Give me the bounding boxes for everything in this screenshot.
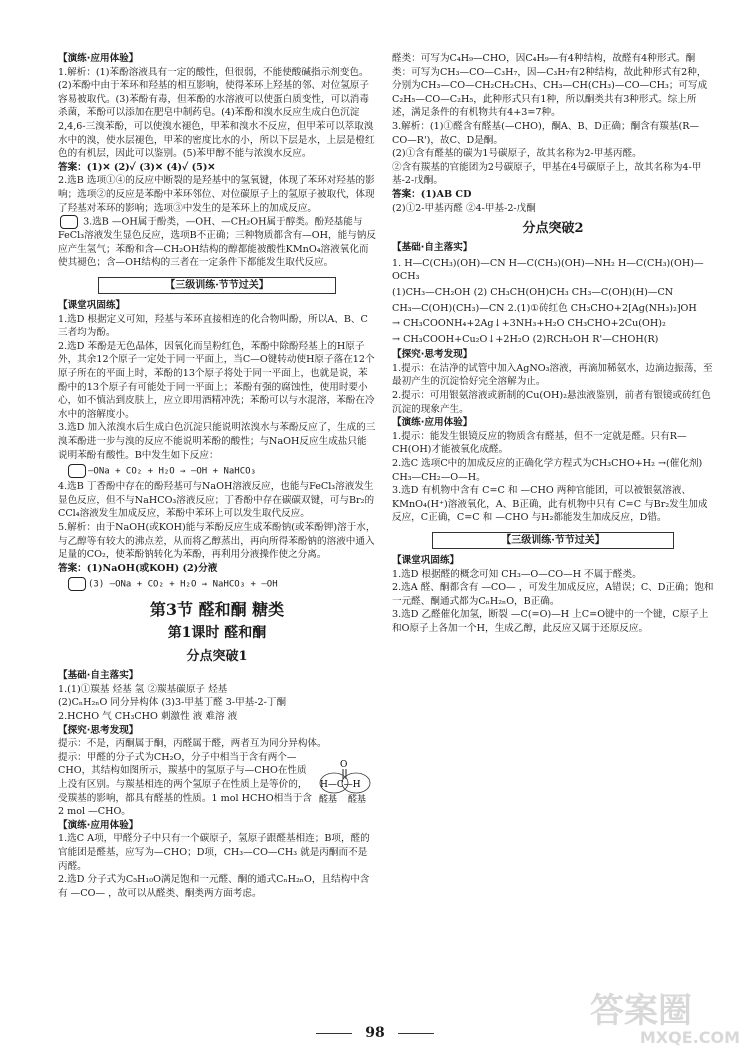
reaction-equation: —ONa + CO₂ + H₂O → —OH + NaHCO₃: [66, 464, 376, 478]
section-tag: 【基础·自主落实】: [58, 670, 139, 682]
section-heading: 分点突破2: [522, 221, 584, 237]
section-tag: 【探究·思考发现】: [392, 349, 473, 361]
answer-line: (2)①2-甲基丙醛 ②4-甲基-2-戊酮: [392, 202, 536, 214]
watermark-logo: [590, 993, 740, 1051]
answer-paragraph: 2.选D 苯酚是无色晶体，因氧化而呈粉红色，苯酚中除酚羟基上的H原子外，其余12个原子一定处于同一平面上，当C—O键转动使H原子落在12个原子所在的平面上时，苯酚的13个原子将处于同一平面上，也就是说，苯酚中的13个原子有可能处于同一平面上；苯酚有强的腐蚀性，使用时要小心，如不慎沾到皮肤上，应立即用酒精冲洗；苯酚可以与水混溶，苯酚在冷水中的溶解度小。: [58, 340, 375, 420]
page-number-dash: [316, 1033, 352, 1034]
answer-paragraph: 3.解析：(1)①醛含有醛基(—CHO)，酮A、B、D正确；酮含有羰基(R—CO—R')，故C、D是酮。: [392, 120, 700, 146]
answer-line: 1.(1)①羰基 烃基 氢 ②羰基碳原子 烃基: [58, 683, 228, 695]
answer-line: → CH₃COONH₄+2Ag↓+3NH₃+H₂O CH₃CHO+2Cu(OH)₂: [392, 318, 666, 330]
page-number-value: 98: [365, 1025, 385, 1041]
page-number-dash: [398, 1033, 434, 1034]
benzene-ring-icon: [68, 464, 86, 478]
answer-line: (2)CₙH₂ₙO 同分异构体 (3)3-甲基丁醛 3-甲基-2-丁酮: [58, 697, 287, 709]
section-box-title: 【三级训练·节节过关】: [432, 532, 674, 549]
answer-paragraph: 5.解析：由于NaOH(或KOH)能与苯酚反应生成苯酚钠(或苯酚钾)溶于水，与乙醇等有较大的沸点差，从而将乙醇蒸出，再向所得苯酚钠的溶液中通入足量的CO₂，使苯酚钠转化为苯酚，再利用分液操作使之分离。: [58, 521, 376, 561]
answer-paragraph: 1.提示：能发生银镜反应的物质含有醛基，但不一定就是醛。只有R—CH(OH)才能被氧化成醛。: [392, 430, 687, 456]
figure-label: 醛基: [319, 794, 338, 805]
answer-paragraph: 1.解析：(1)苯酚溶液具有一定的酸性，但很弱，不能使酸碱指示剂变色。(2)苯酚中由于苯环和羟基的相互影响，使得苯环上羟基的邻、对位氢原子容易被取代。(3)苯酚有毒，但苯酚的水溶液可以使蛋白质变性，可以消毒杀菌，苯酚可以添加在肥皂中制药皂。(4)苯酚和溴水反应生成白色沉淀2,4,6-三溴苯酚，可以使溴水褪色，甲苯和溴水不反应，但甲苯可以萃取溴水中的溴，使水层褪色，甲苯的密度比水的小，所以下层是水，上层是橙红色的有机层，因此可以鉴别。(5)苯甲醇不能与浓溴水反应。: [58, 66, 375, 160]
answer-paragraph: 3.选D 加入浓溴水后生成白色沉淀只能说明浓溴水与苯酚反应了，生成的三溴苯酚进一步与溴的反应不能说明苯酚的酸性；与NaOH反应生成盐只能说明苯酚有酸性。B中发生如下反应：: [58, 422, 376, 461]
answer-line: (1)CH₃—CH₂OH (2) CH₃CH(OH)CH₃ CH₃—C(OH)(H)—CN: [392, 286, 674, 298]
section-tag: 【演练·应用体验】: [58, 819, 139, 831]
watermark-text: 答案圈: [590, 991, 692, 1031]
answer-paragraph: 2.选B 选项①④的反应中断裂的是羟基中的氢氧键，体现了苯环对羟基的影响；选项②的反应是苯酚中苯环邻位、对位碳原子上的氢原子被取代，体现了羟基对苯环的影响；选项③中发生的是苯环上的加成反应。: [58, 175, 375, 214]
answer-line: 答案：(1)NaOH(或KOH) (2)分液: [58, 562, 218, 574]
benzene-ring-icon: [68, 577, 86, 591]
answer-paragraph: 2.选D 分子式为C₅H₁₀O满足饱和一元醛、酮的通式CₙH₂ₙO，且结构中含有 —CO— ，故可以从醛类、酮类两方面考虑。: [58, 874, 370, 899]
answer-paragraph: 1.选C A项，甲醛分子中只有一个碳原子，氢原子跟醛基相连；B项，醛的官能团是醛基，应写为—CHO；D项，CH₃—CO—CH₃ 就是丙酮而不是丙醛。: [58, 833, 370, 872]
answer-paragraph: 提示：不是，丙酮属于酮，丙醛属于醛，两者互为同分异构体。: [58, 738, 327, 750]
svg-text:H—C—H: H—C—H: [320, 779, 361, 790]
answer-line: (2)①含有醛基的碳为1号碳原子，故其名称为2-甲基丙醛。: [392, 148, 642, 160]
section-tag: 【演练·应用体验】: [58, 53, 139, 64]
reaction-equation: (3) —ONa + CO₂ + H₂O → NaHCO₃ + —OH: [66, 577, 376, 591]
answer-paragraph: 4.选B 丁香酚中存在的酚羟基可与NaOH溶液反应，也能与FeCl₃溶液发生显色反应，但不与NaHCO₃溶液反应；丁香酚中存在碳碳双键，可与Br₂的CCl₄溶液发生加成反应，苯酚中苯环上可以发生取代反应。: [58, 481, 375, 520]
section-tag: 【课堂巩固练】: [392, 555, 460, 566]
answer-line: ②含有羰基的官能团为2号碳原子，甲基在4号碳原子上，故其名称为4-甲基-2-戊酮。: [392, 161, 702, 187]
answer-paragraph: 2.选A 醛、酮都含有 —CO— ，可发生加成反应，A错误；C、D正确；饱和一元醛、酮通式都为CₙH₂ₙO，B正确。: [392, 582, 714, 607]
watermark-url: MXQE.COM: [639, 1028, 740, 1047]
section-tag: 【探究·思考发现】: [58, 724, 139, 736]
answer-line: → CH₃COOH+Cu₂O↓+2H₂O (2)RCH₂OH R'—CHOH(R): [392, 333, 659, 345]
answer-paragraph: 1.选D 根据定义可知，羟基与苯环直接相连的化合物叫酚，所以A、B、C三者均为酚。: [58, 313, 368, 339]
formaldehyde-block: [58, 751, 376, 819]
figure-label: 醛基: [348, 794, 367, 805]
chapter-title: 第3节 醛和酮 糖类: [149, 600, 285, 620]
section-tag: 【演练·应用体验】: [392, 417, 473, 429]
answer-line: 2.HCHO 气 CH₃CHO 刺激性 液 难溶 液: [58, 711, 238, 723]
answer-paragraph: 3.选D 有机物中含有 C=C 和 —CHO 两种官能团，可以被银氨溶液、KMnO₄(H⁺)溶液氧化，A、B正确，此有机物中只有 C=C 与Br₂发生加成反应，C正确，C=C 和 —CHO 与H₂都能发生加成反应，D错。: [392, 485, 708, 524]
answer-paragraph: 2.选C 选项C中的加成反应的正确化学方程式为CH₃CHO+H₂ →(催化剂) CH₃—CH₂—O—H。: [392, 458, 703, 483]
section-heading: 分点突破1: [186, 649, 248, 665]
section-tag: 【基础·自主落实】: [392, 242, 473, 254]
benzene-ring-icon: [60, 215, 78, 229]
answer-paragraph: 1.提示：在洁净的试管中加入AgNO₃溶液，再滴加稀氨水，边滴边振荡，至最初产生的沉淀恰好完全溶解为止。: [392, 362, 713, 388]
svg-text:O: O: [340, 759, 348, 770]
answer-paragraph: 醛类：可写为C₄H₉—CHO，因C₄H₉—有4种结构，故醛有4种形式。酮类：可写为CH₃—CO—C₃H₇，因—C₃H₇有2种结构，故此种形式有2种，分别为CH₃—CO—CH₂CH₂CH₃、CH₃—CH(CH₃)—CO—CH₃；可写成C₂H₅—CO—C₂H₅，此种形式只有1种，所以酮类共有3种形式。综上所述，满足条件的有机物共有4+3=7种。: [392, 53, 708, 119]
lesson-title: 第1课时 醛和酮: [167, 625, 267, 642]
left-column: [58, 52, 376, 900]
answer-paragraph: 提示：甲醛的分子式为CH₂O，分子中相当于含有两个—CHO，其结构如图所示，羰基中的氢原子与—CHO在性质上没有区别。与羰基相连的两个氢原子在性质上是等价的，受羰基的影响，都具有醛基的性质。1 mol HCHO相当于含2 mol —CHO。: [58, 751, 312, 818]
answer-line: CH₃—C(OH)(CH₃)—CN 2.(1)①砖红色 CH₃CHO+2[Ag(NH₃)₂]OH: [392, 302, 697, 314]
section-tag: 【课堂巩固练】: [58, 300, 126, 311]
right-column: [392, 52, 714, 636]
answer-paragraph: 1.选D 根据醛的概念可知 CH₃—O—CO—H 不属于醛类。: [392, 568, 642, 580]
answer-paragraph: 3.选B —OH属于酚类，—OH、—CH₂OH属于醇类。酚羟基能与FeCl₃溶液发生显色反应，选项B不正确；三种物质都含有—OH，能与钠反应产生氢气；苯酚和含—CH₂OH结构的醇都能被酸性KMnO₄溶液氧化而使其褪色；含—OH结构的三者在一定条件下都能发生取代反应。: [58, 216, 376, 269]
answer-paragraph: 2.提示：可用银氨溶液或新制的Cu(OH)₂悬浊液鉴别，前者有银镜或砖红色沉淀的现象产生。: [392, 390, 711, 415]
answer-line: 1. H—C(CH₃)(OH)—CN H—C(CH₃)(OH)—NH₂ H—C(CH₃)(OH)—OCH₃: [392, 257, 704, 283]
answer-line: 答案：(1)AB CD: [392, 188, 472, 200]
section-box-title: 【三级训练·节节过关】: [98, 277, 336, 294]
answer-line: 答案：(1)✕ (2)✓ (3)✕ (4)✓ (5)✕: [58, 161, 216, 173]
formaldehyde-structure-figure: [316, 757, 376, 805]
answer-paragraph: 3.选D 乙醛催化加氢，断裂 —C(=O)—H 上C=O键中的一个键，C原子上和O原子上各加一个H，生成乙醇，此反应又属于还原反应。: [392, 609, 709, 634]
